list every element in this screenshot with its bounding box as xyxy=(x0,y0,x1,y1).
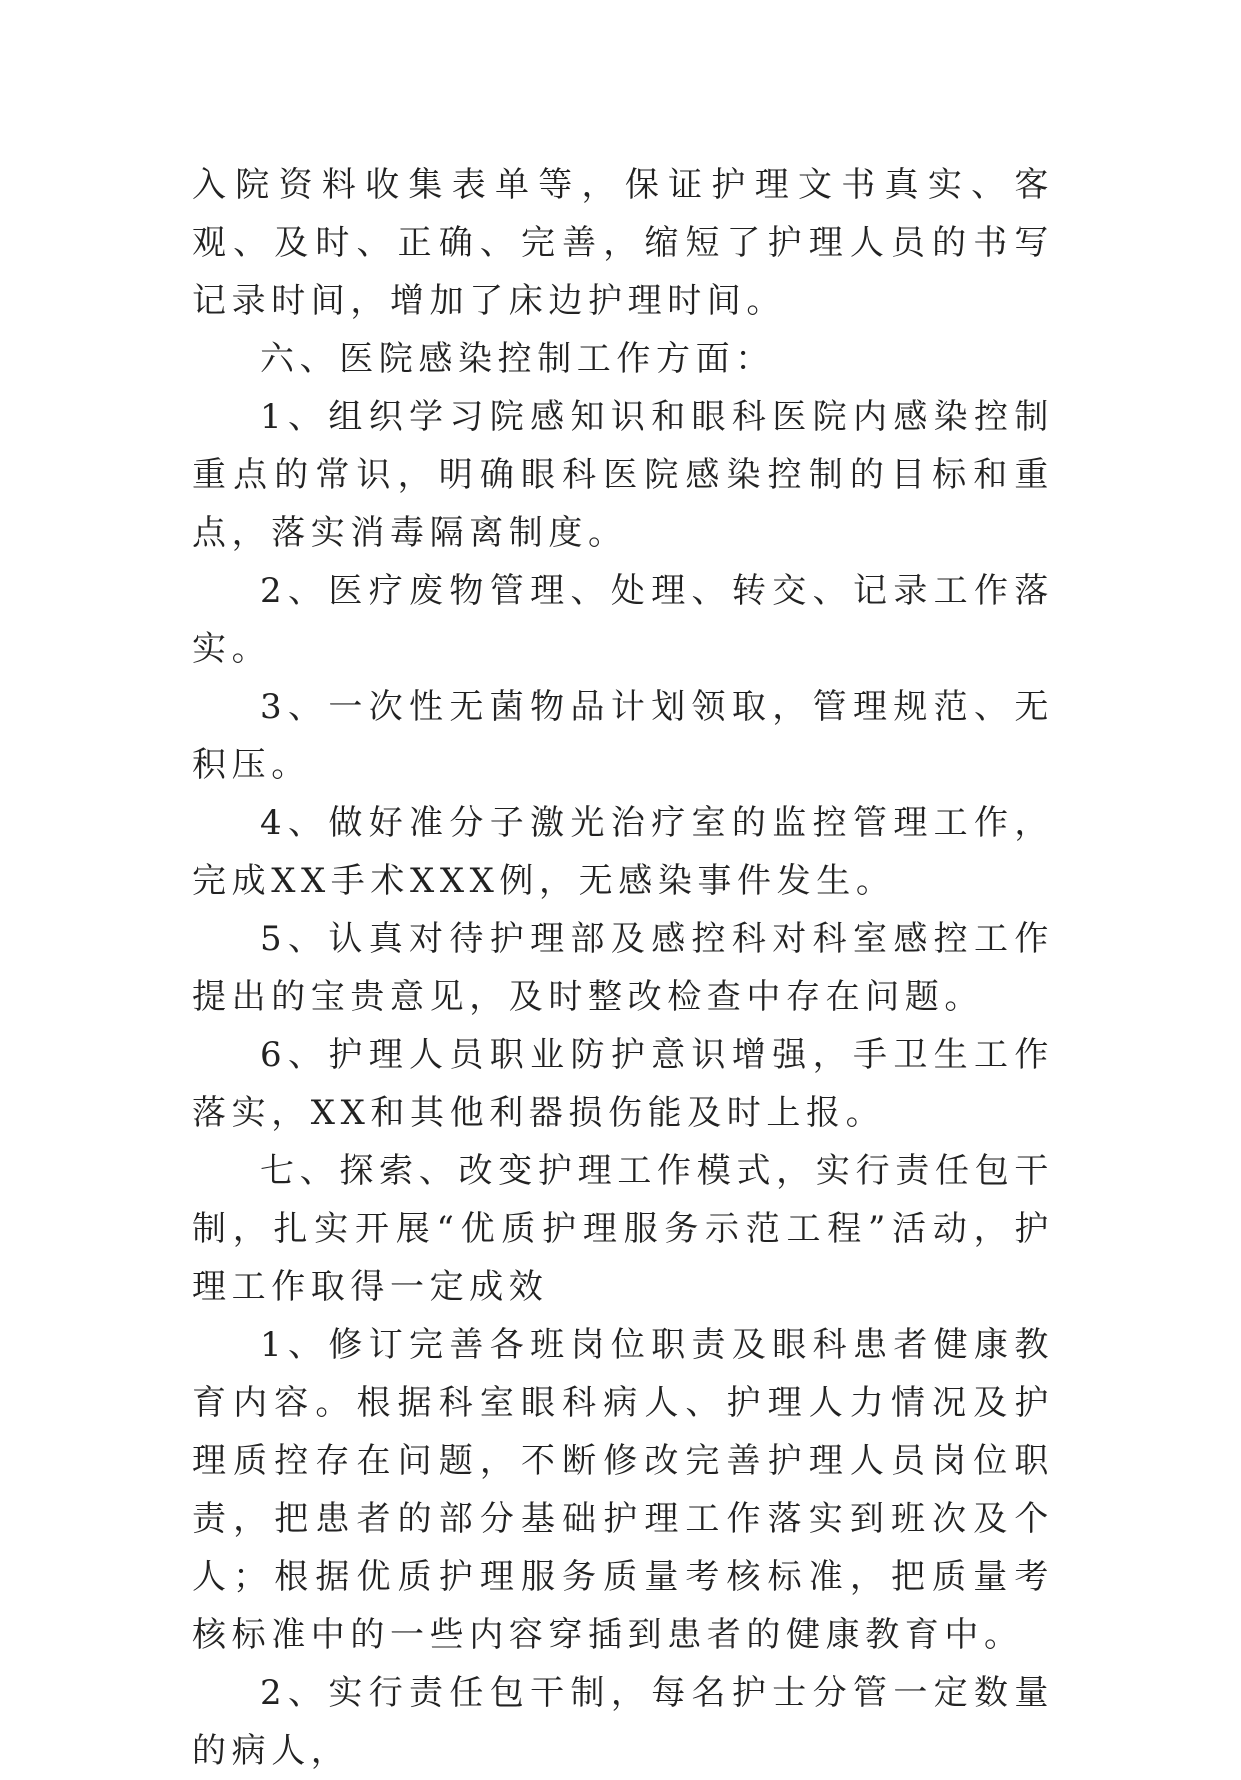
paragraph-6-5: 5、认真对待护理部及感控科对科室感控工作提出的宝贵意见，及时整改检查中存在问题。 xyxy=(192,919,1054,1017)
paragraph-6-2: 2、医疗废物管理、处理、转交、记录工作落实。 xyxy=(192,571,1054,669)
paragraph-6-3: 3、一次性无菌物品计划领取，管理规范、无积压。 xyxy=(192,687,1054,785)
paragraph-7-1: 1、修订完善各班岗位职责及眼科患者健康教育内容。根据科室眼科病人、护理人力情况及护理质控存在问题，不断修改完善护理人员岗位职责，把患者的部分基础护理工作落实到班次及个人；根据优质护理服务质量考核标准，把质量考核标准中的一些内容穿插到患者的健康教育中。 xyxy=(192,1325,1054,1655)
paragraph-6-4: 4、做好准分子激光治疗室的监控管理工作，完成XX手术XXX例，无感染事件发生。 xyxy=(192,803,1054,901)
paragraph-6-6: 6、护理人员职业防护意识增强，手卫生工作落实，XX和其他利器损伤能及时上报。 xyxy=(192,1035,1054,1133)
section-heading-7: 七、探索、改变护理工作模式，实行责任包干制，扎实开展“优质护理服务示范工程”活动，护理工作取得一定成效 xyxy=(192,1151,1054,1307)
section-heading-6: 六、医院感染控制工作方面： xyxy=(260,339,775,379)
paragraph-1: 入院资料收集表单等，保证护理文书真实、客观、及时、正确、完善，缩短了护理人员的书写记录时间，增加了床边护理时间。 xyxy=(192,165,1054,321)
paragraph-7-2: 2、实行责任包干制，每名护士分管一定数量的病人， xyxy=(192,1673,1054,1771)
document-body xyxy=(192,156,1054,1780)
paragraph-6-1: 1、组织学习院感知识和眼科医院内感染控制重点的常识，明确眼科医院感染控制的目标和重点，落实消毒隔离制度。 xyxy=(192,397,1054,553)
